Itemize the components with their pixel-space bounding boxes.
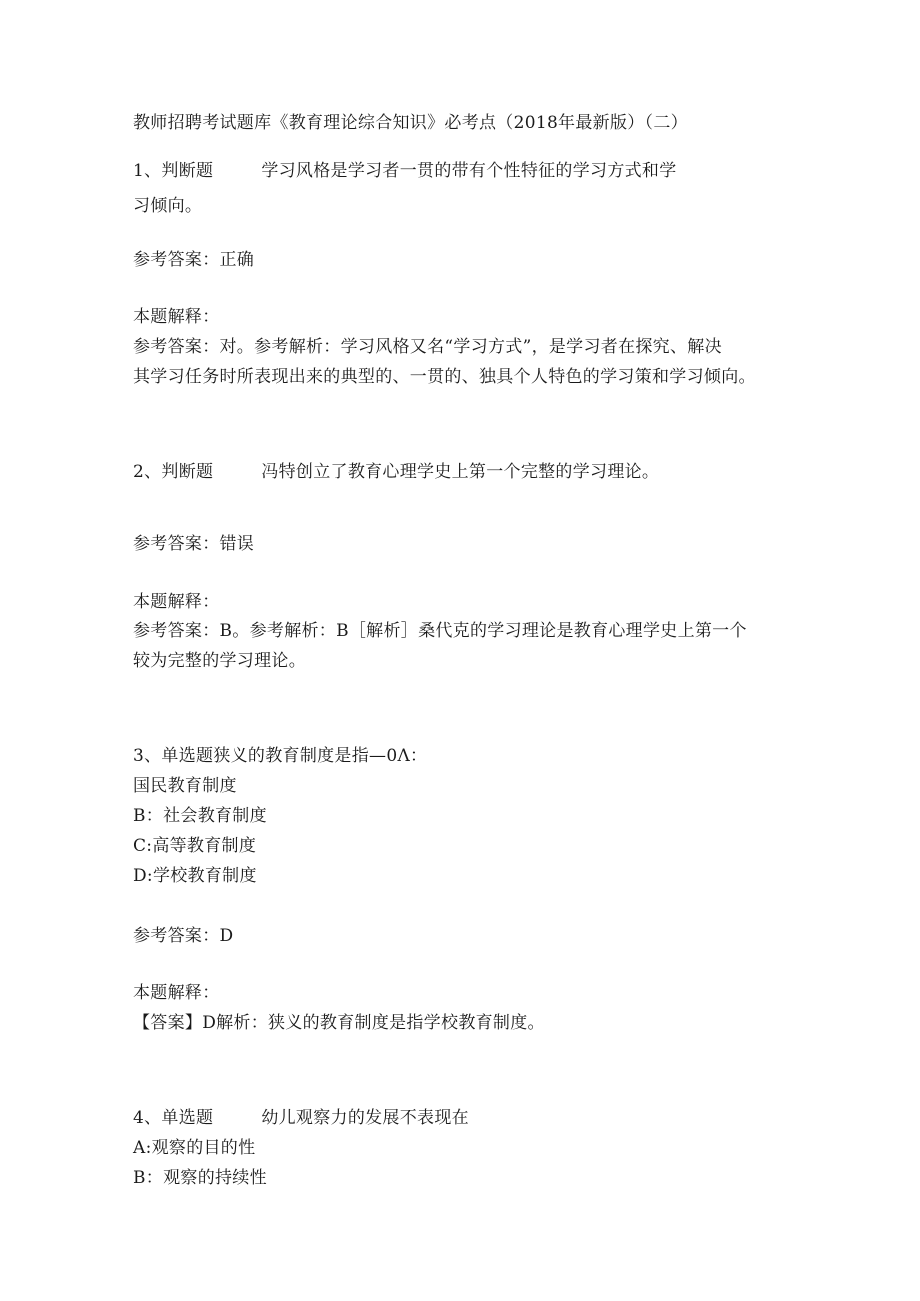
question-3-header	[133, 744, 427, 768]
question-4-option: B：观察的持续性	[133, 1168, 267, 1188]
question-2-stem: 冯特创立了教育心理学史上第一个完整的学习理论。	[261, 462, 660, 482]
question-2-explain-line2: 较为完整的学习理论。	[133, 651, 306, 671]
question-3-answer: 参考答案：D	[133, 926, 234, 946]
question-1-stem: 学习风格是学习者一贯的带有个性特征的学习方式和学	[261, 161, 677, 181]
question-3-option: C:高等教育制度	[133, 836, 257, 856]
question-3-explain-line1: 【答案】D解析：狭义的教育制度是指学校教育制度。	[133, 1013, 545, 1033]
question-2-type: 2、判断题	[133, 462, 214, 482]
question-4-stem: 幼儿观察力的发展不表现在	[261, 1108, 469, 1128]
question-1-explain-label: 本题解释：	[133, 307, 220, 327]
question-3-option: 国民教育制度	[133, 776, 237, 796]
question-2-header	[133, 460, 659, 484]
question-2-explain-label: 本题解释：	[133, 592, 220, 612]
question-4-type: 4、单选题	[133, 1108, 214, 1128]
question-4-header	[133, 1106, 469, 1130]
question-1-stem-cont: 习倾向。	[133, 196, 203, 216]
question-3-explain-label: 本题解释：	[133, 983, 220, 1003]
question-1-type: 1、判断题	[133, 161, 214, 181]
question-4-option: A:观察的目的性	[133, 1138, 256, 1158]
question-2-answer: 参考答案：错误	[133, 534, 255, 554]
question-2-explain-line1: 参考答案：B。参考解析：B［解析］桑代克的学习理论是教育心理学史上第一个	[133, 621, 747, 641]
question-3-option: D:学校教育制度	[133, 866, 257, 886]
document-title: 教师招聘考试题库《教育理论综合知识》必考点（2018年最新版）（二）	[133, 113, 688, 133]
question-1-explain-line1: 参考答案：对。参考解析：学习风格又名“学习方式”，是学习者在探究、解决	[133, 337, 722, 357]
question-1-explain-line2: 其学习任务时所表现出来的典型的、一贯的、独具个人特色的学习策和学习倾向。	[133, 367, 756, 387]
question-1-header	[133, 159, 677, 183]
question-3-option: B：社会教育制度	[133, 806, 267, 826]
question-1-answer: 参考答案：正确	[133, 250, 255, 270]
question-3-type: 3、单选题	[133, 746, 214, 766]
question-3-stem: 狭义的教育制度是指—0Λ：	[213, 746, 428, 766]
